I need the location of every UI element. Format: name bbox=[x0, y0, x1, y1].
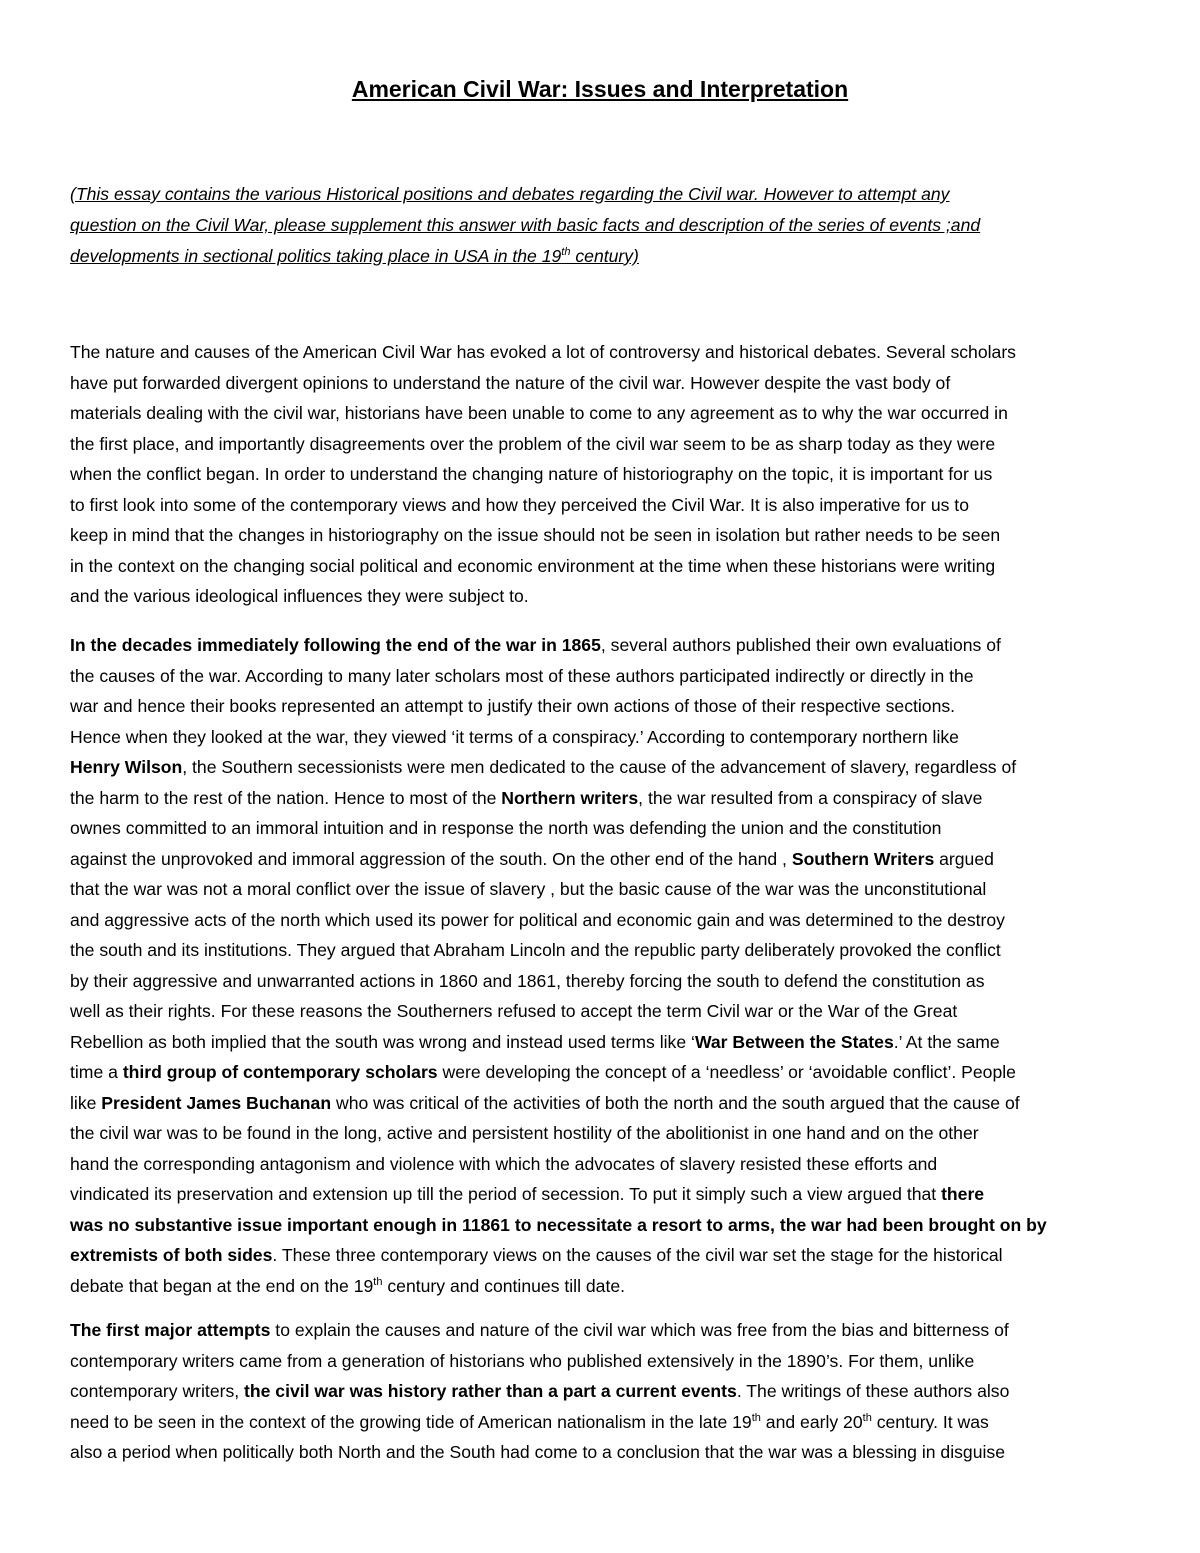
text-run: century. It was bbox=[871, 1411, 989, 1432]
bold-phrase: War Between the States bbox=[694, 1031, 894, 1052]
paragraph-line bbox=[70, 1407, 1140, 1438]
superscript: th bbox=[561, 246, 571, 259]
paragraph-line bbox=[70, 1179, 1140, 1210]
paragraph-line: war and hence their books represented an attempt to justify their own actions of those of their respective sections. bbox=[70, 696, 956, 716]
paragraph-line bbox=[70, 783, 1140, 814]
text-run: and early 20 bbox=[760, 1411, 863, 1432]
text-run: like bbox=[70, 1092, 102, 1113]
superscript: th bbox=[373, 1275, 383, 1288]
paragraph-line: materials dealing with the civil war, historians have been unable to come to any agreement as to why the war occurred in bbox=[70, 403, 1008, 423]
bold-phrase: In the decades immediately following the end of the war in 1865 bbox=[70, 635, 601, 655]
bold-phrase: extremists of both sides bbox=[70, 1245, 273, 1265]
intro-note-line: (This essay contains the various Historical positions and debates regarding the Civil war. However to attempt any bbox=[70, 184, 950, 204]
paragraph-line: and aggressive acts of the north which used its power for political and economic gain and was determined to the destroy bbox=[70, 909, 1005, 930]
paragraph-line bbox=[70, 1057, 1140, 1088]
intro-note-line: question on the Civil War, please supplement this answer with basic facts and description of the series of events ;and bbox=[70, 215, 981, 235]
text-run: century and continues till date. bbox=[382, 1275, 626, 1296]
text-run: argued bbox=[934, 848, 994, 869]
paragraph-line bbox=[70, 1376, 1140, 1407]
text-run: need to be seen in the context of the growing tide of American nationalism in the late 19 bbox=[70, 1411, 752, 1432]
text-run: , the Southern secessionists were men dedicated to the cause of the advancement of slavery, regardless of bbox=[182, 757, 1017, 777]
intro-note-text: developments in sectional politics taking place in USA in the 19 bbox=[70, 246, 562, 266]
text-run: the harm to the rest of the nation. Hence to most of the bbox=[70, 787, 502, 808]
paragraph-line bbox=[70, 630, 1140, 661]
paragraph-line: well as their rights. For these reasons the Southerners refused to accept the term Civil war or the War of the Great bbox=[70, 1001, 958, 1021]
bold-phrase: The first major attempts bbox=[70, 1320, 271, 1340]
paragraph-line: the south and its institutions. They argued that Abraham Lincoln and the republic party deliberately provoked the conflict bbox=[70, 940, 1001, 960]
superscript: th bbox=[862, 1411, 872, 1424]
text-run: , the war resulted from a conspiracy of slave bbox=[638, 787, 983, 808]
paragraph-line: by their aggressive and unwarranted actions in 1860 and 1861, thereby forcing the south to defend the constitution as bbox=[70, 970, 985, 991]
paragraph-line bbox=[70, 1271, 1140, 1302]
bold-phrase: the civil war was history rather than a part a current events bbox=[244, 1381, 737, 1401]
paragraph-line bbox=[70, 1315, 1140, 1346]
paragraph-line bbox=[70, 844, 1140, 875]
paragraph-2 bbox=[70, 630, 1140, 1301]
text-run: . These three contemporary views on the causes of the civil war set the stage for the historical bbox=[272, 1245, 1003, 1265]
paragraph-line: to first look into some of the contemporary views and how they perceived the Civil War. It is also imperative for us to bbox=[70, 494, 969, 515]
text-run: time a bbox=[70, 1062, 123, 1082]
bold-phrase: President James Buchanan bbox=[101, 1092, 332, 1113]
bold-phrase: third group of contemporary scholars bbox=[122, 1062, 438, 1082]
bold-phrase: there bbox=[941, 1184, 985, 1204]
paragraph-line: the causes of the war. According to many later scholars most of these authors participated indirectly or directly in the bbox=[70, 665, 974, 686]
paragraph-line: also a period when politically both North and the South had come to a conclusion that the war was a blessing in disguise bbox=[70, 1442, 1005, 1462]
text-run: . The writings of these authors also bbox=[736, 1381, 1010, 1401]
document-title: American Civil War: Issues and Interpretation bbox=[351, 76, 849, 102]
paragraph-line bbox=[70, 1027, 1140, 1058]
paragraph-line: that the war was not a moral conflict over the issue of slavery , but the basic cause of the war was the unconstitutional bbox=[70, 879, 987, 899]
paragraph-line bbox=[70, 1210, 1140, 1241]
bold-phrase: Henry Wilson bbox=[70, 757, 183, 777]
intro-note-line bbox=[70, 241, 1140, 272]
text-run: contemporary writers, bbox=[70, 1381, 245, 1401]
paragraph-line bbox=[70, 1088, 1140, 1119]
bold-phrase: Southern Writers bbox=[791, 848, 935, 869]
paragraph-1 bbox=[70, 337, 1140, 612]
paragraph-line: the civil war was to be found in the long, active and persistent hostility of the abolitionist in one hand and on the other bbox=[70, 1123, 979, 1143]
paragraph-line: Hence when they looked at the war, they viewed ‘it terms of a conspiracy.’ According to contemporary northern like bbox=[70, 726, 959, 747]
paragraph-line: in the context on the changing social political and economic environment at the time when these historians were writing bbox=[70, 555, 996, 576]
superscript: th bbox=[751, 1411, 761, 1424]
text-run: .’ At the same bbox=[893, 1031, 1000, 1052]
paragraph-line bbox=[70, 1240, 1140, 1271]
bold-phrase: Northern writers bbox=[501, 787, 639, 808]
text-run: debate that began at the end on the 19 bbox=[70, 1275, 374, 1296]
text-run: to explain the causes and nature of the civil war which was free from the bias and bitterness of bbox=[270, 1320, 1009, 1340]
intro-note bbox=[70, 179, 1140, 272]
text-run: vindicated its preservation and extension up till the period of secession. To put it simply such a view argued that bbox=[70, 1184, 942, 1204]
paragraph-line: contemporary writers came from a generation of historians who published extensively in the 1890’s. For them, unlike bbox=[70, 1350, 975, 1371]
bold-phrase: was no substantive issue important enough in 11861 to necessitate a resort to arms, the war had been brought on by bbox=[70, 1214, 1047, 1235]
paragraph-line: The nature and causes of the American Civil War has evoked a lot of controversy and historical debates. Several scholars bbox=[70, 342, 1016, 362]
text-run: Rebellion as both implied that the south was wrong and instead used terms like ‘ bbox=[70, 1031, 695, 1052]
paragraph-line: keep in mind that the changes in historiography on the issue should not be seen in isolation but rather needs to be seen bbox=[70, 525, 1001, 545]
text-run: against the unprovoked and immoral aggression of the south. On the other end of the hand , bbox=[70, 848, 792, 869]
paragraph-line: and the various ideological influences they were subject to. bbox=[70, 586, 529, 606]
paragraph-line: hand the corresponding antagonism and violence with which the advocates of slavery resisted these efforts and bbox=[70, 1153, 938, 1174]
paragraph-3 bbox=[70, 1315, 1140, 1468]
text-run: were developing the concept of a ‘needless’ or ‘avoidable conflict’. People bbox=[437, 1062, 1016, 1082]
text-run: , several authors published their own evaluations of bbox=[600, 635, 1001, 655]
intro-note-text: century) bbox=[570, 246, 639, 266]
text-run: who was critical of the activities of both the north and the south argued that the cause of bbox=[331, 1092, 1020, 1113]
paragraph-line: ownes committed to an immoral intuition and in response the north was defending the union and the constitution bbox=[70, 818, 942, 838]
paragraph-line: the first place, and importantly disagreements over the problem of the civil war seem to be as sharp today as they were bbox=[70, 433, 996, 454]
paragraph-line: when the conflict began. In order to understand the changing nature of historiography on the topic, it is important for us bbox=[70, 464, 993, 484]
paragraph-line: have put forwarded divergent opinions to understand the nature of the civil war. However despite the vast body of bbox=[70, 372, 951, 393]
paragraph-line bbox=[70, 752, 1140, 783]
